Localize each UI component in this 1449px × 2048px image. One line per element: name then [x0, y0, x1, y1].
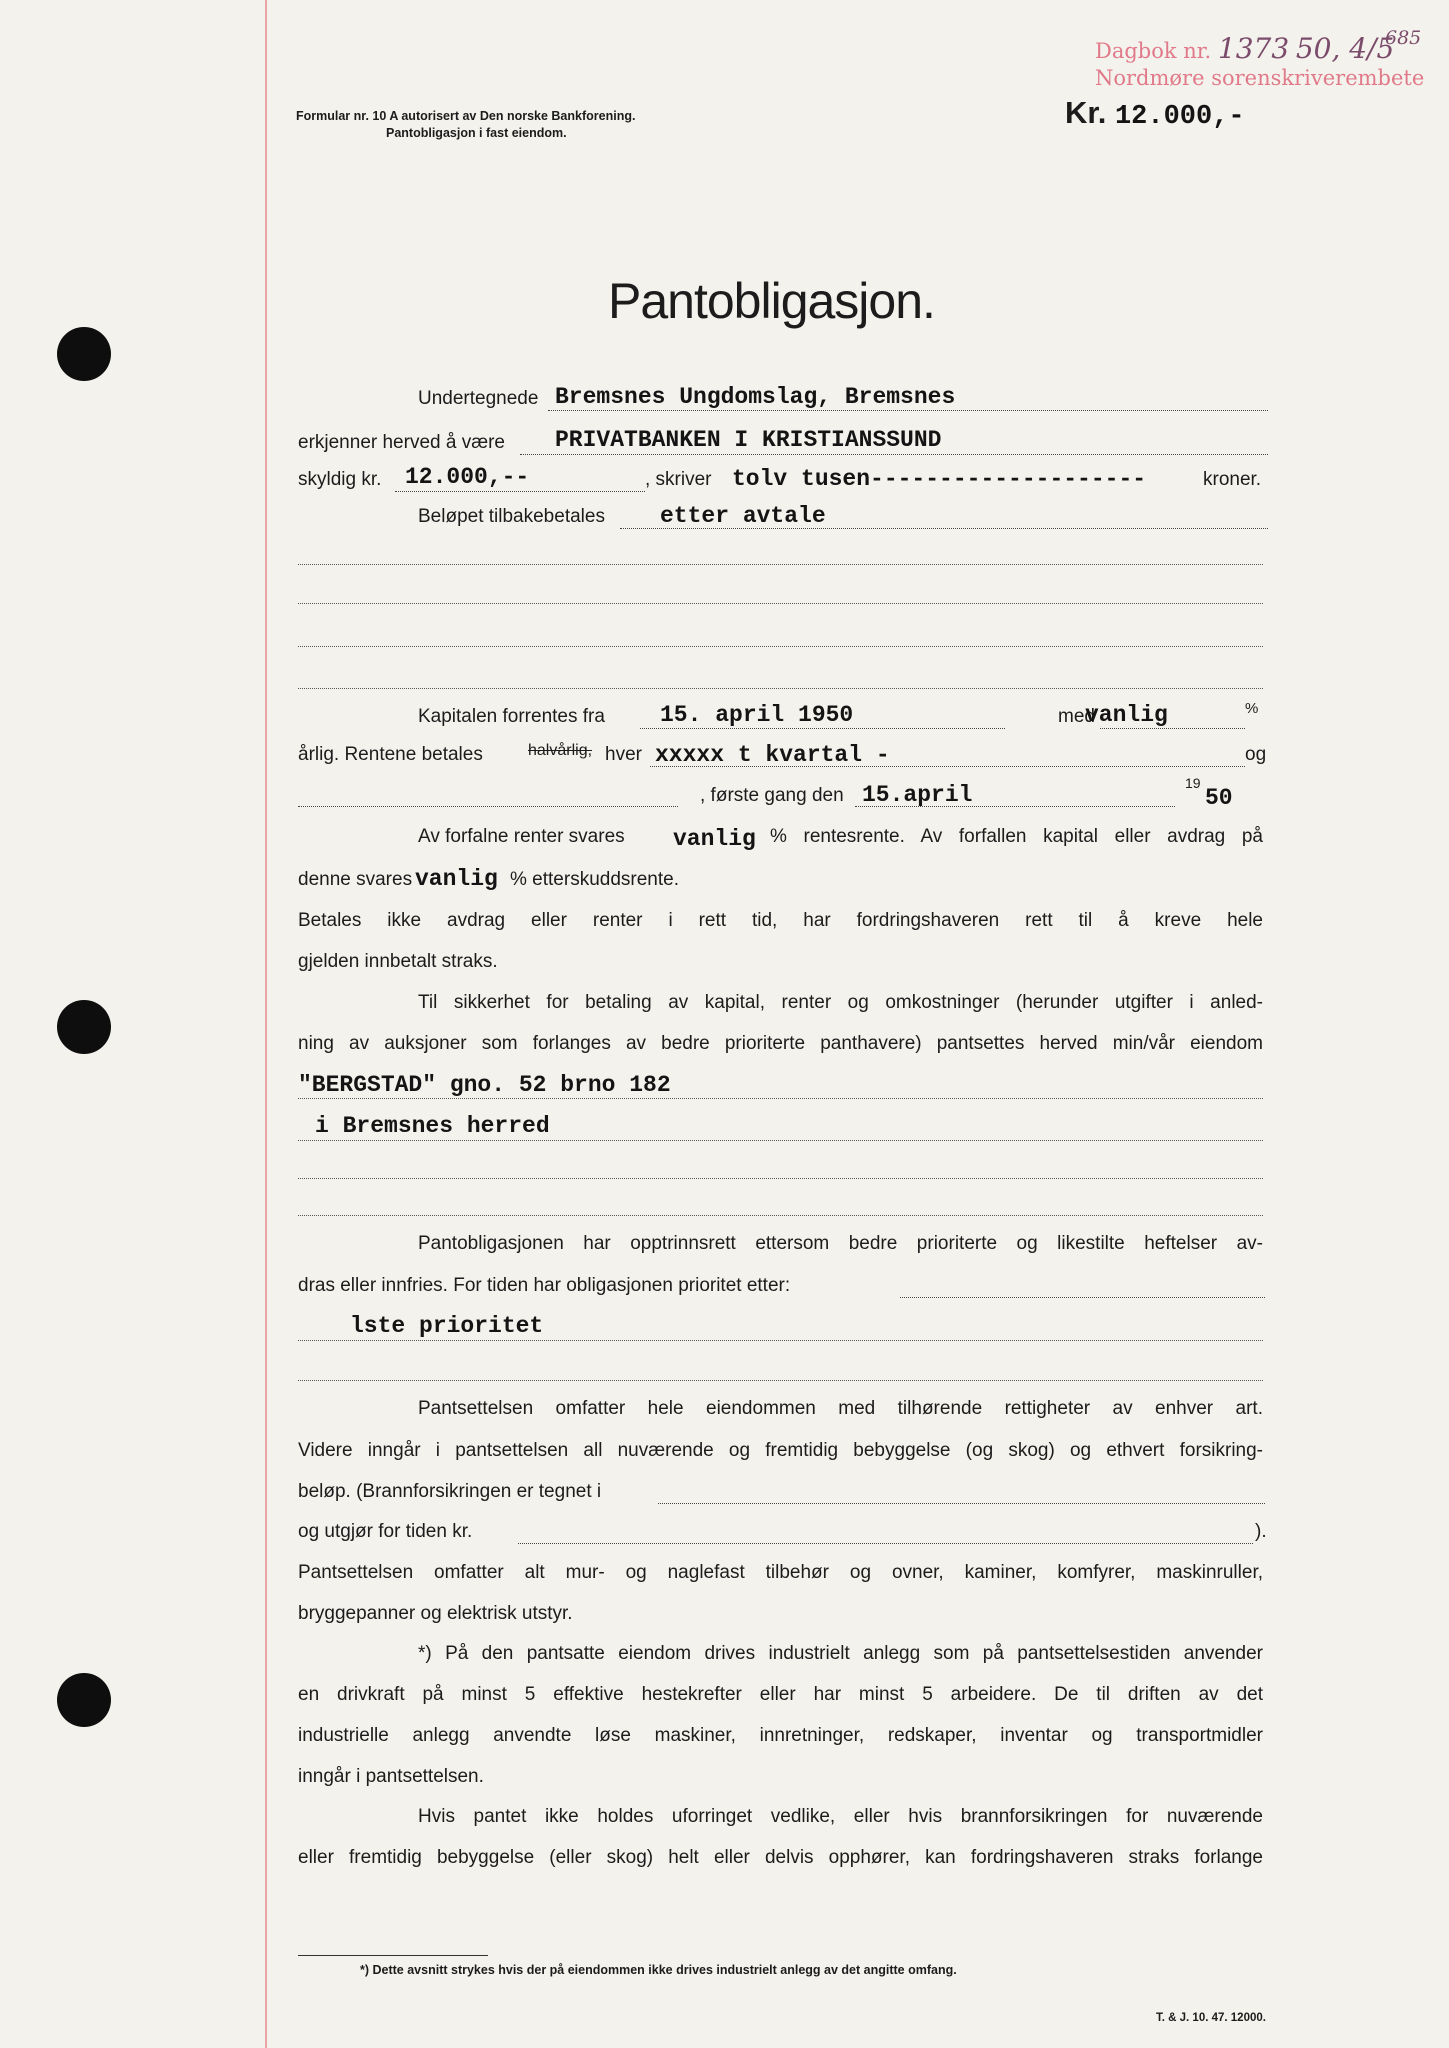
paragraph-line: en drivkraft på minst 5 effektive hestekrefter eller har minst 5 arbeidere. De til driften av det [298, 1684, 1263, 1705]
stamp-handwritten: 50, 4/5 [1295, 32, 1395, 65]
kroner-label: kroner. [1203, 469, 1262, 490]
percent-sign: % [1245, 700, 1259, 717]
kapitalen-value: 15. april 1950 [660, 702, 854, 728]
arlig-label: årlig. Rentene betales [298, 744, 483, 765]
year-suffix: 50 [1205, 785, 1233, 811]
fill-line [900, 1297, 1265, 1298]
paragraph-line: Hvis pantet ikke holdes uforringet vedlike, eller hvis brannforsikringen for nuværende [418, 1806, 1263, 1827]
stamp-office: Nordmøre sorenskriverembete [1095, 66, 1425, 90]
skyldig-label: skyldig kr. [298, 469, 382, 490]
belopet-label: Beløpet tilbakebetales [418, 506, 605, 527]
undertegnede-label: Undertegnede [418, 388, 539, 409]
footnote-rule [298, 1955, 488, 1956]
blank-line [298, 1140, 1263, 1141]
utgjor-end: ). [1255, 1521, 1267, 1542]
paragraph-line: ning av auksjoner som forlanges av bedre prioriterte panthavere) pantsettes herved min/vår eiendom [298, 1033, 1263, 1054]
denne-value: vanlig [415, 866, 498, 892]
paragraph-line: bryggepanner og elektrisk utstyr. [298, 1603, 573, 1624]
blank-line [298, 646, 1263, 647]
skriver-label: , skriver [645, 469, 712, 490]
paragraph-line: Videre inngår i pantsettelsen all nuværende og fremtidig bebyggelse (og skog) og ethvert forsikring- [298, 1440, 1263, 1461]
paragraph-line: Betales ikke avdrag eller renter i rett tid, har fordringshaveren rett til å kreve hele [298, 910, 1263, 931]
undertegnede-value: Bremsnes Ungdomslag, Bremsnes [555, 384, 956, 410]
denne-tail: % etterskuddsrente. [510, 869, 679, 890]
page-number: 685 [1385, 27, 1422, 49]
footnote: *) Dette avsnitt strykes hvis der på eiendommen ikke drives industrielt anlegg av det angitte omfang. [360, 1963, 957, 1977]
fill-line [395, 491, 645, 492]
blank-line [298, 1178, 1263, 1179]
fill-line [298, 806, 678, 807]
forste-value: 15.april [862, 782, 973, 808]
margin-line [265, 0, 267, 2048]
paragraph-line: Til sikkerhet for betaling av kapital, renter og omkostninger (herunder utgifter i anled- [418, 992, 1263, 1013]
med-value: vanlig [1085, 702, 1168, 728]
denne-label: denne svares [298, 869, 413, 890]
med-label: med [1058, 706, 1095, 727]
stamp-number: 1373 [1217, 32, 1290, 65]
fill-line [518, 1543, 1253, 1544]
utgjor-label: og utgjør for tiden kr. [298, 1521, 473, 1542]
halvarlig-struck: halvårlig, [528, 742, 593, 759]
avforfalne-label: Av forfalne renter svares [418, 826, 625, 847]
skyldig-value: 12.000,-- [405, 464, 530, 490]
priority-value: lste prioritet [350, 1313, 544, 1339]
og-label: og [1245, 744, 1267, 765]
erkjenner-label: erkjenner herved å være [298, 432, 505, 453]
print-code: T. & J. 10. 47. 12000. [1156, 2012, 1266, 2024]
year-prefix: 19 [1185, 775, 1201, 791]
document-title: Pantobligasjon. [608, 273, 935, 329]
brann-label: beløp. (Brannforsikringen er tegnet i [298, 1481, 602, 1502]
priority-label: dras eller innfries. For tiden har obligasjonen prioritet etter: [298, 1275, 791, 1296]
property-line: i Bremsnes herred [315, 1113, 550, 1139]
form-note-line: Pantobligasjon i fast eiendom. [386, 126, 567, 140]
blank-line [298, 1340, 1263, 1341]
forste-label: , første gang den [700, 785, 844, 806]
punch-hole [57, 327, 111, 381]
blank-line [298, 1380, 1263, 1381]
blank-line [298, 564, 1263, 565]
blank-line [298, 603, 1263, 604]
paragraph-line: inngår i pantsettelsen. [298, 1766, 484, 1787]
fill-line [520, 454, 1268, 455]
form-note [296, 108, 635, 142]
skriver-value: tolv tusen-------------------- [732, 466, 1147, 492]
rentesats-value: vanlig [673, 826, 756, 852]
amount-header [1065, 95, 1245, 132]
punch-hole [57, 1673, 111, 1727]
paragraph-line: eller fremtidig bebyggelse (eller skog) helt eller delvis opphører, kan fordringshaveren straks forlange [298, 1847, 1263, 1868]
paragraph-line: Pantobligasjonen har opptrinnsrett ettersom bedre prioriterte og likestilte heftelser av- [418, 1233, 1263, 1254]
belopet-value: etter avtale [660, 503, 826, 529]
blank-line [298, 1098, 1263, 1099]
paragraph-line: Pantsettelsen omfatter hele eiendommen med tilhørende rettigheter av enhver art. [418, 1398, 1263, 1419]
fill-line [640, 728, 1005, 729]
fill-line [658, 1503, 1265, 1504]
paragraph-line: industrielle anlegg anvendte løse maskiner, innretninger, redskaper, inventar og transportmidler [298, 1725, 1263, 1746]
blank-line [298, 688, 1263, 689]
fill-line [548, 410, 1268, 411]
amount-value: 12.000,- [1114, 102, 1245, 132]
amount-label: Kr. [1065, 95, 1107, 130]
stamp-label: Dagbok nr. [1095, 39, 1218, 63]
rentesats-tail: % rentesrente. Av forfallen kapital eller avdrag på [770, 826, 1263, 847]
paragraph-line: gjelden innbetalt straks. [298, 951, 498, 972]
registry-stamp [1095, 32, 1425, 92]
hver-label: hver [605, 744, 642, 765]
hver-value: xxxxx t kvartal - [655, 742, 890, 768]
blank-line [298, 1215, 1263, 1216]
kapitalen-label: Kapitalen forrentes fra [418, 706, 605, 727]
punch-hole [57, 1000, 111, 1054]
creditor-value: PRIVATBANKEN I KRISTIANSSUND [555, 427, 942, 453]
paragraph-line: Pantsettelsen omfatter alt mur- og naglefast tilbehør og ovner, kaminer, komfyrer, maskinruller, [298, 1562, 1263, 1583]
paragraph-line: *) På den pantsatte eiendom drives industrielt anlegg som på pantsettelsestiden anvender [418, 1643, 1263, 1664]
fill-line [1100, 728, 1245, 729]
property-line: "BERGSTAD" gno. 52 brno 182 [298, 1072, 671, 1098]
form-note-line: Formular nr. 10 A autorisert av Den norske Bankforening. [296, 109, 636, 123]
